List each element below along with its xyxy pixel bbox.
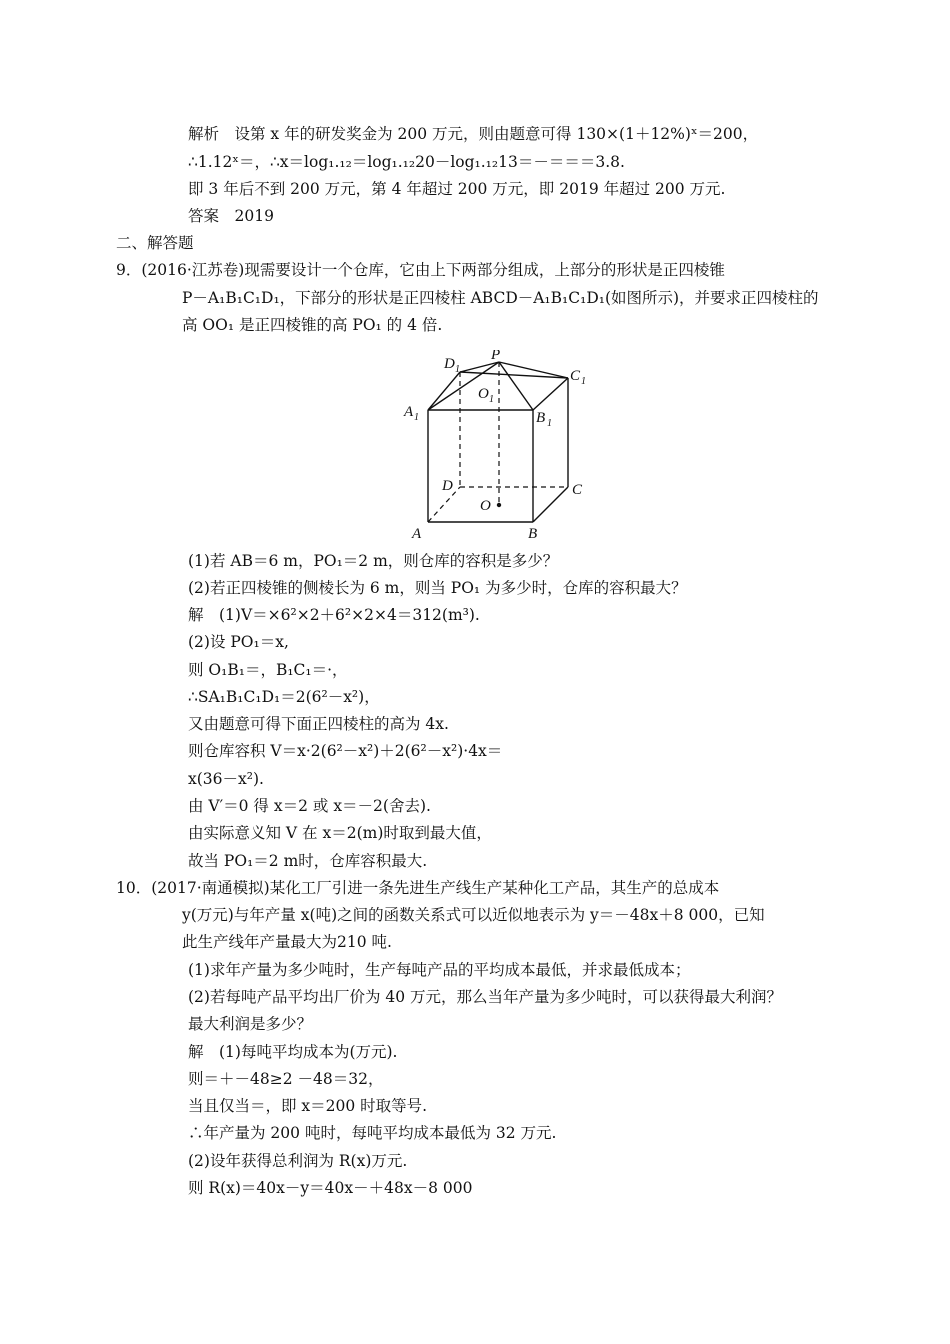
solution-line: (2)设年获得总利润为 R(x)万元. <box>188 1152 408 1170</box>
problem-10-line: 10．(2017·南通模拟)某化工厂引进一条先进生产线生产某种化工产品，其生产的总成本 <box>116 879 720 897</box>
problem-9-part: (2)若正四棱锥的侧棱长为 6 m，则当 PO₁ 为多少时，仓库的容积最大？ <box>188 579 687 597</box>
solution-line: ∴年产量为 200 吨时，每吨平均成本最低为 32 万元. <box>188 1124 557 1142</box>
solution-line: 当且仅当＝，即 x＝200 时取等号. <box>188 1097 428 1115</box>
solution-line: 则＝＋－48≥2 －48＝32， <box>188 1070 384 1088</box>
problem-9-line: P－A₁B₁C₁D₁，下部分的形状是正四棱柱 ABCD－A₁B₁C₁D₁(如图所示)，并要求正四棱柱的 <box>182 289 819 307</box>
answer-line: 答案 2019 <box>188 207 274 225</box>
solution-line: 又由题意可得下面正四棱柱的高为 4x. <box>188 715 449 733</box>
solution-line: ∴1.12ˣ＝，∴x＝log₁.₁₂＝log₁.₁₂20－log₁.₁₂13＝－＝＝＝3.8. <box>188 153 625 171</box>
solution-line: 由 V′＝0 得 x＝2 或 x＝－2(舍去). <box>188 797 431 815</box>
solution-line: x(36－x²). <box>188 770 264 788</box>
edge-bc <box>533 487 568 522</box>
solution-line: 解 (1)每吨平均成本为(万元). <box>188 1043 398 1061</box>
solution-line: 解 (1)V＝×6²×2＋6²×2×4＝312(m³). <box>188 606 480 624</box>
solution-line: 则 R(x)＝40x－y＝40x－＋48x－8 000 <box>188 1179 473 1197</box>
problem-10-line: 此生产线年产量最大为210 吨. <box>182 933 392 951</box>
problem-10-part: 最大利润是多少？ <box>188 1015 313 1033</box>
solution-line: 由实际意义知 V 在 x＝2(m)时取到最大值， <box>188 824 492 842</box>
edge-b1c1 <box>533 378 568 410</box>
edge-pd1 <box>460 362 499 372</box>
label-a1-sub: 1 <box>414 412 419 423</box>
label-c1-sub: 1 <box>581 376 586 387</box>
label-o1: O <box>478 386 489 402</box>
label-b1: B <box>536 410 546 426</box>
label-c1: C <box>570 368 581 384</box>
label-o: O <box>480 498 491 514</box>
solution-line: 则仓库容积 V＝x·2(6²－x²)＋2(6²－x²)·4x＝ <box>188 742 503 760</box>
section-heading: 二、解答题 <box>116 234 194 252</box>
label-d: D <box>442 478 453 494</box>
solution-line: ∴SA₁B₁C₁D₁＝2(6²－x²)， <box>188 688 380 706</box>
point-o <box>497 503 501 507</box>
problem-9-line: 高 OO₁ 是正四棱锥的高 PO₁ 的 4 倍. <box>182 316 443 334</box>
solution-line: 即 3 年后不到 200 万元，第 4 年超过 200 万元，即 2019 年超过 200 万元. <box>188 180 726 198</box>
solution-line: 解析 设第 x 年的研发奖金为 200 万元，则由题意可得 130×(1＋12%)ˣ＝200， <box>188 125 759 143</box>
solution-line: 则 O₁B₁＝，B₁C₁＝·， <box>188 661 348 679</box>
solution-line: 故当 PO₁＝2 m时，仓库容积最大. <box>188 852 428 870</box>
label-d1: D <box>444 356 455 372</box>
problem-10-part: (1)求年产量为多少吨时，生产每吨产品的平均成本最低，并求最低成本； <box>188 961 691 979</box>
label-o1-sub: 1 <box>489 394 494 405</box>
problem-9-line: 9．(2016·江苏卷)现需要设计一个仓库，它由上下两部分组成，上部分的形状是正四棱锥 <box>116 261 725 279</box>
solution-line: (2)设 PO₁＝x, <box>188 633 289 651</box>
label-b1-sub: 1 <box>547 418 552 429</box>
label-a: A <box>412 526 422 542</box>
label-b: B <box>528 526 538 542</box>
label-d1-sub: 1 <box>455 364 460 375</box>
label-a1: A <box>404 404 414 420</box>
problem-10-part: (2)若每吨产品平均出厂价为 40 万元，那么当年产量为多少吨时，可以获得最大利润？ <box>188 988 783 1006</box>
label-p: P <box>491 350 501 363</box>
problem-9-part: (1)若 AB＝6 m，PO₁＝2 m，则仓库的容积是多少？ <box>188 552 559 570</box>
label-c: C <box>572 482 583 498</box>
problem-10-line: y(万元)与年产量 x(吨)之间的函数关系式可以近似地表示为 y＝－48x＋8 000，已知 <box>182 906 765 924</box>
warehouse-figure <box>398 350 598 546</box>
